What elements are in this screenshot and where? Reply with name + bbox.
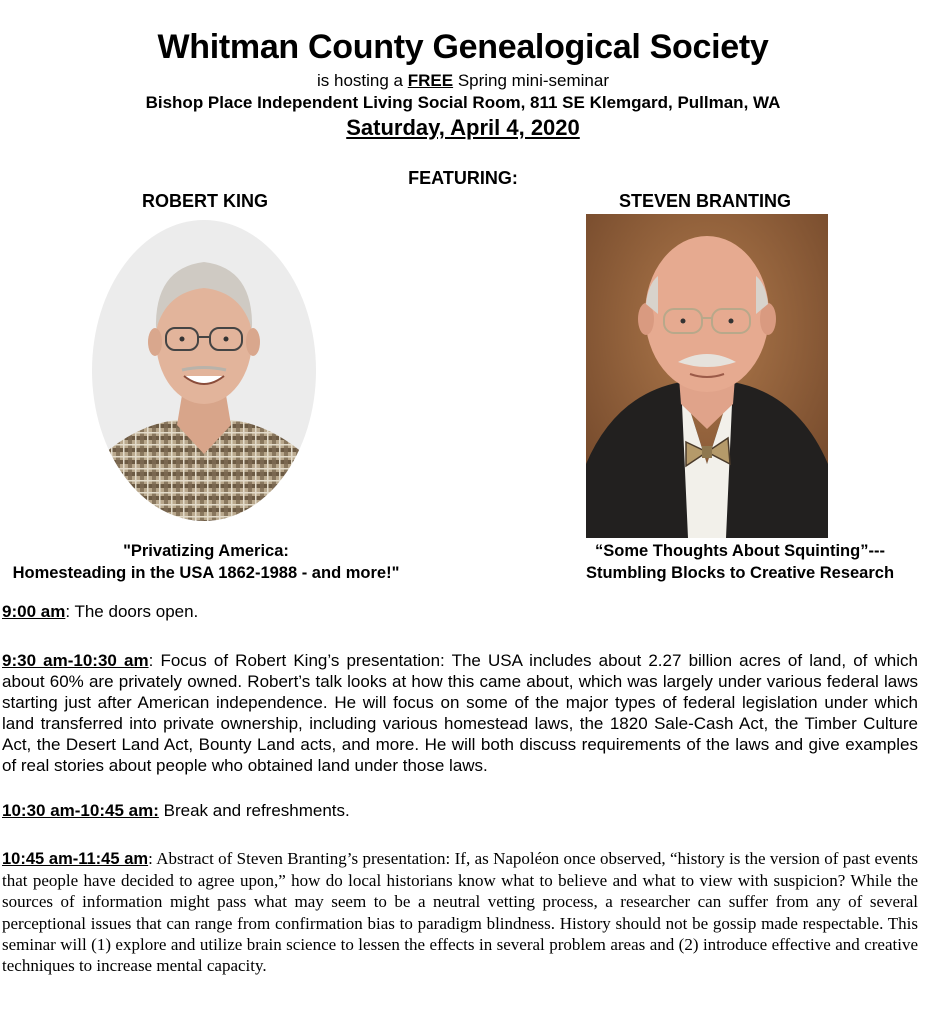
featuring-heading: FEATURING: — [408, 168, 518, 188]
schedule-time: 10:30 am-10:45 am: — [2, 801, 159, 820]
talk-title-line: “Some Thoughts About Squinting”--- — [595, 542, 885, 560]
hosting-post: Spring mini-seminar — [453, 71, 609, 90]
hosting-pre: is hosting a — [317, 71, 408, 90]
schedule-text: Focus of Robert King’s presentation: The USA includes about 2.27 billion acres of land, of which about 60% are privately owned. Robert’s talk looks at how this came about, which was largely under various federal laws starting just after American independence. He will focus on some of the major types of federal legislation under which land transferred into private ownership, including various homestead laws, the 1820 Sale-Cash Act, the Timber Culture Act, the Desert Land Act, Bounty Land acts, and more. He will both discuss requirements of the laws and give examples of real stories about people who obtained land under those laws. — [2, 651, 918, 775]
talk-title-line: Homesteading in the USA 1862-1988 - and more!" — [12, 564, 400, 582]
schedule-text: Abstract of Steven Branting’s presentation: If, as Napoléon once observed, “history is the version of past events that people have decided to agree upon,” how do local historians know what to believe and what to view with suspicion? While the sources of information might pass what may seem to be a neutral vetting process, a researcher can suffer from any of several perceptional issues that can range from confirmation bias to paradigm blindness. History should not be gossip made respectable. This seminar will (1) explore and utilize brain science to lessen the effects in several problem areas and (2) introduce effective and creative techniques to increase mental capacity. — [2, 849, 918, 976]
schedule-time: 9:00 am — [2, 602, 66, 621]
steven-branting-portrait — [586, 214, 828, 538]
robert-king-portrait — [92, 220, 316, 521]
talk-title-line: Stumbling Blocks to Creative Research — [585, 564, 895, 582]
schedule-item — [2, 800, 918, 821]
schedule-text: The doors open. — [74, 602, 199, 621]
schedule-sep: : — [65, 602, 75, 621]
schedule-item — [2, 601, 918, 622]
speaker-name-robert-king: ROBERT KING — [142, 191, 268, 211]
venue-line: Bishop Place Independent Living Social Room, 811 SE Klemgard, Pullman, WA — [145, 93, 781, 112]
talk-title-steven-branting — [540, 540, 926, 584]
free-label: FREE — [407, 71, 454, 90]
schedule-text: Break and refreshments. — [163, 801, 350, 820]
schedule-item — [2, 848, 918, 976]
hosting-line — [0, 71, 926, 91]
event-date: Saturday, April 4, 2020 — [346, 115, 580, 140]
schedule-sep: : — [148, 849, 157, 868]
speaker-name-steven-branting: STEVEN BRANTING — [618, 191, 791, 211]
schedule-item — [2, 650, 918, 776]
page-title: Whitman County Genealogical Society — [157, 28, 769, 66]
schedule-sep: : — [148, 651, 161, 670]
schedule-time: 9:30 am-10:30 am — [2, 651, 149, 670]
talk-title-line: "Privatizing America: — [123, 542, 289, 560]
schedule-time: 10:45 am-11:45 am — [2, 850, 149, 868]
talk-title-robert-king — [0, 540, 412, 584]
